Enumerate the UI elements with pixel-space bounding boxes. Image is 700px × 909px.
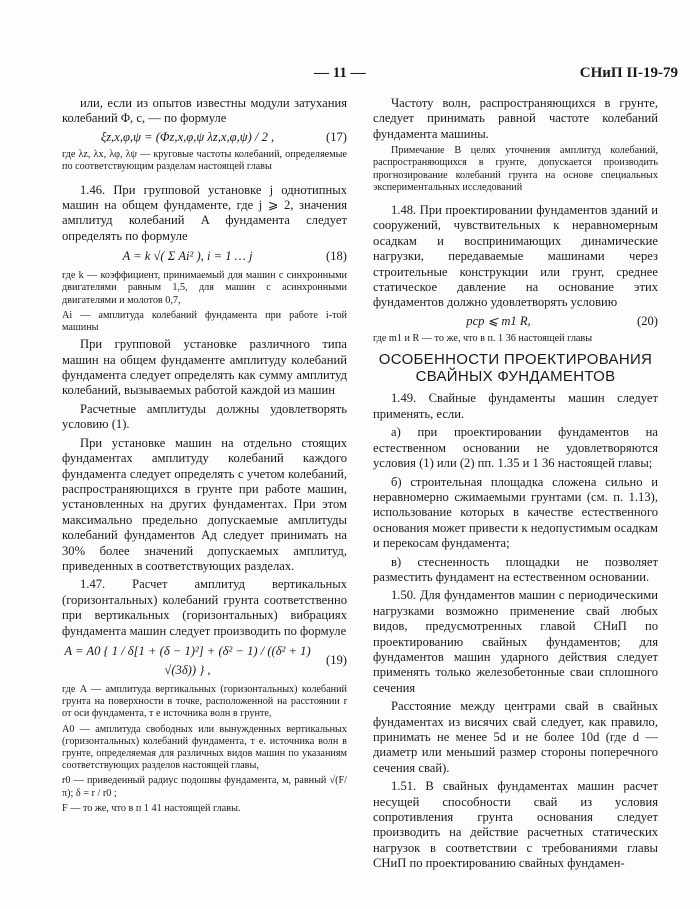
formula-note: где m1 и R — то же, что в п. 1 36 настоящей главы xyxy=(373,333,593,345)
list-item: б) строительная площадка сложена сильно и неравномерно сжимаемыми грунтами (см. п. 1.13), использование которых в качестве естественного основания может привести к недопустимым осадкам и перекосам фундамента; xyxy=(373,474,658,551)
paragraph: При установке машин на отдельно стоящих фундаментах амплитуду колебаний каждого фундамента следует определять с учетом колебаний, распространяющихся в грунте при работе машин, установленных на других фундаментах. При этом максимально предельно допускаемые амплитуды колебаний фундаментов Aд следует принимать на 30% более значений допускаемых амплитуд, приведенных в соответствующих разделах. xyxy=(62,435,347,573)
formula-expression: ξz,x,φ,ψ = (Φz,x,φ,ψ λz,x,φ,ψ) / 2 , xyxy=(100,129,275,144)
paragraph: Расстояние между центрами свай в свайных фундаментах из висячих свай следует, как правило, принимать не менее 5d и не более 10d (где d — диаметр или меньший размер стороны поперечного сечения свай). xyxy=(373,699,658,775)
document-code: СНиП II-19-79 xyxy=(579,65,678,81)
paragraph: или, если из опытов известны модули затухания колебаний Φ, c, — по формуле xyxy=(62,96,347,126)
formula-number: (20) xyxy=(637,313,658,328)
formula-number: (19) xyxy=(326,653,347,668)
list-item: а) при проектировании фундаментов на естественном основании не удовлетворяются условия (1) или (2) пп. 1.35 и 1 36 настоящей главы; xyxy=(373,425,658,471)
section-1-48: 1.48. При проектировании фундаментов зданий и сооружений, чувствительных к неравномерным осадкам и воспринимающих динамические нагрузки, передаваемые машинами через строительные конструкции или грунт, среднее статическое давление на основание этих фундаментов должно удовлетворять условию xyxy=(373,203,658,310)
formula-note: где k — коэффициент, принимаемый для машин с синхронными двигателями равным 1,5, для машин с асинхронными двигателями и молотов 0,7, xyxy=(62,270,347,306)
section-1-50: 1.50. Для фундаментов машин с периодическими нагрузками возможно применение свай любых видов, предусмотренных главой СНиП по проектированию свайных фундаментов; для фундаментов машин ударного действия следует применять только железобетонные сваи сплошного сечения xyxy=(373,588,658,695)
list-item: в) стесненность площадки не позволяет разместить фундамент на естественном основании. xyxy=(373,554,658,584)
left-column xyxy=(62,96,347,818)
formula-note: где λz, λx, λφ, λψ — круговые частоты колебаний, определяемые по соответствующим разделам настоящей главы xyxy=(62,149,347,173)
formula-expression: A = k √( Σ Ai² ), i = 1 … j xyxy=(122,249,253,264)
note: Примечание В целях уточнения амплитуд колебаний, распространяющихся в грунте, допускается производить прогнозирование колебаний грунта на основе специальных экспериментальных исследований xyxy=(373,145,658,193)
section-1-47: 1.47. Расчет амплитуд вертикальных (горизонтальных) колебаний грунта соответственно при вертикальных (горизонтальных) вибрациях фундамента машин следует производить по формуле xyxy=(62,577,347,638)
formula-18 xyxy=(62,247,347,266)
formula-19 xyxy=(62,642,347,680)
formula-note: Ai — амплитуда колебаний фундамента при работе i-той машины xyxy=(62,309,347,334)
formula-20 xyxy=(373,314,658,329)
paragraph: Расчетные амплитуды должны удовлетворять условию (1). xyxy=(62,401,347,432)
formula-expression: pср ⩽ m1 R, xyxy=(466,313,531,328)
formula-note: F — то же, что в п 1 41 настоящей главы. xyxy=(62,802,241,814)
formula-number: (18) xyxy=(326,249,347,264)
section-heading: ОСОБЕННОСТИ ПРОЕКТИРОВАНИЯ СВАЙНЫХ ФУНДАМЕНТОВ xyxy=(378,351,653,386)
section-1-49: 1.49. Свайные фундаменты машин следует применять, если. xyxy=(373,391,658,421)
right-column xyxy=(373,96,658,875)
section-1-51: 1.51. В свайных фундаментах машин расчет несущей способности свай из условия сопротивления грунта основания следует производить на действие расчетных статических нагрузок в соответствии с требованиями главы СНиП по проектированию свайных фундамен- xyxy=(373,779,658,871)
formula-note: r0 — приведенный радиус подошвы фундамента, м, равный √(F/π); δ = r / r0 ; xyxy=(62,775,347,799)
formula-expression: A = A0 { 1 / δ[1 + (δ − 1)²] + (δ² − 1) / ((δ² + 1) √(3δ)) } , xyxy=(64,643,311,677)
formula-17 xyxy=(62,130,347,145)
formula-note: A0 — амплитуда свободных или вынужденных вертикальных (горизонтальных) колебаний фундамента, т е. источника волн в грунте, определяемая для различных видов машин по указаниям соответствующих разделов настоящей главы, xyxy=(62,723,347,772)
paragraph: При групповой установке различного типа машин на общем фундаменте амплитуду колебаний фундамента следует определять как сумму амплитуд колебаний, вызываемых работой каждой из машин xyxy=(62,337,347,398)
page-number: — 11 — xyxy=(314,65,366,81)
section-1-46: 1.46. При групповой установке j однотипных машин на общем фундаменте, где j ⩾ 2, значения амплитуд колебаний A фундамента следует определять по формуле xyxy=(62,182,347,243)
formula-note: где A — амплитуда вертикальных (горизонтальных) колебаний грунта на поверхности в точке, расположенной на расстоянии r от оси фундамента, т е источника волн в грунте, xyxy=(62,683,347,720)
paragraph: Частоту волн, распространяющихся в грунте, следует принимать равной частоте колебаний фундамента машины. xyxy=(373,96,658,141)
formula-number: (17) xyxy=(326,129,347,144)
